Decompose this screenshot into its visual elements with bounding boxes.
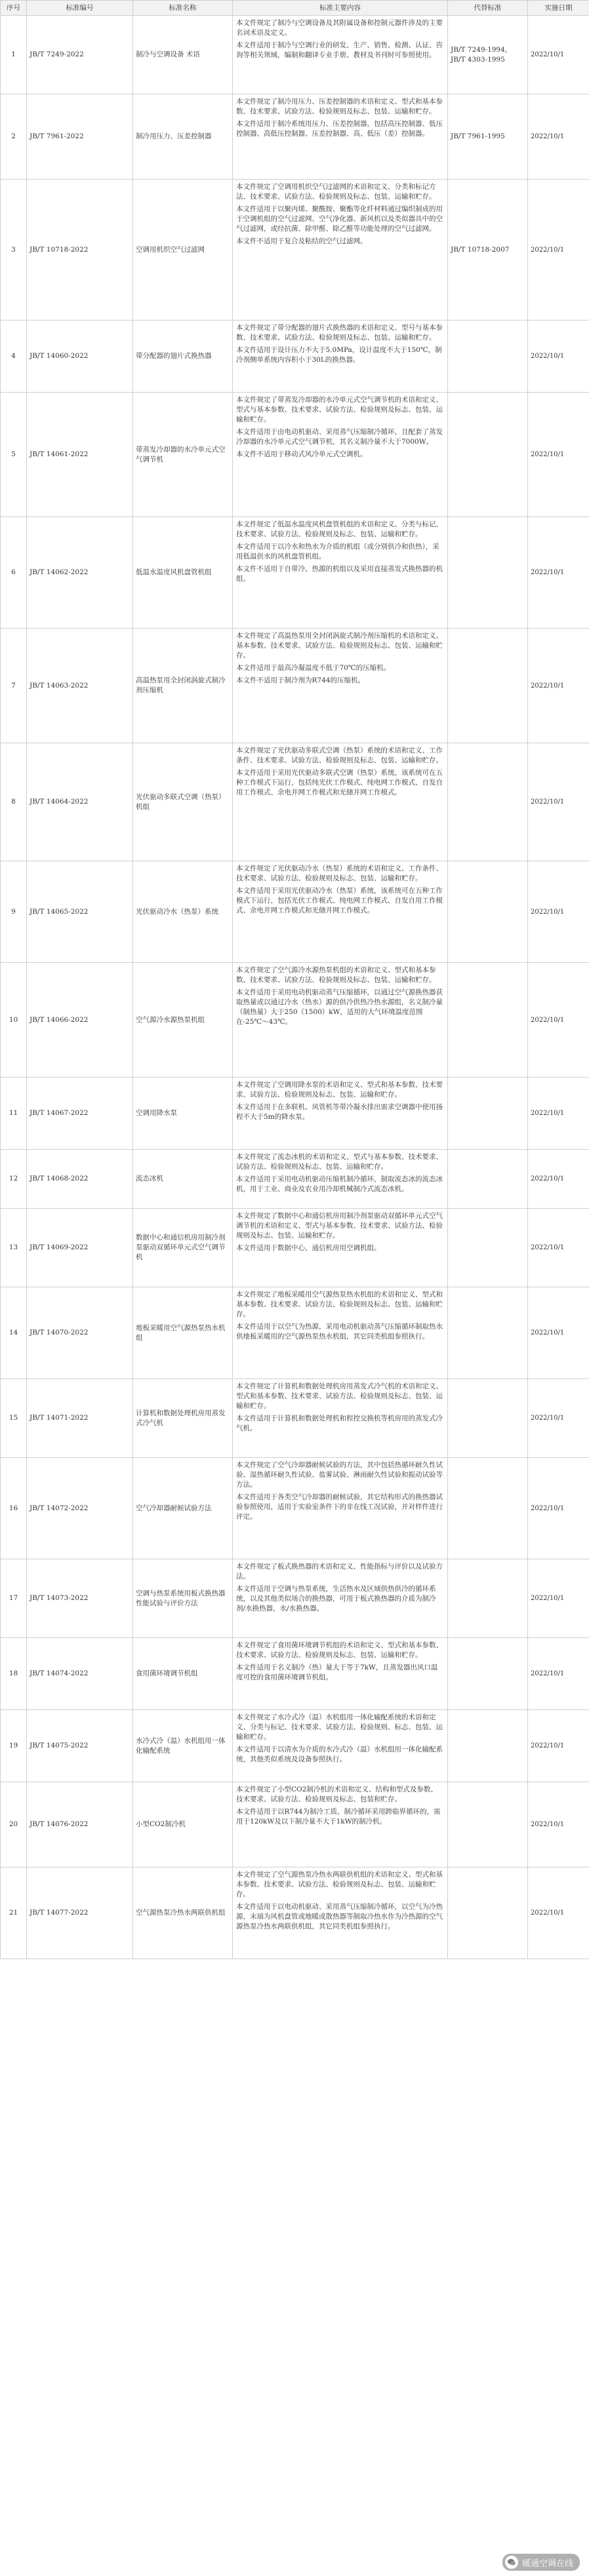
row-name: 空气源冷水源热泵机组	[133, 963, 233, 1078]
content-paragraph: 本文件适用于数据中心、通信机房用空调机组。	[236, 1244, 381, 1252]
content-paragraph: 本文件规定了光伏驱动冷水（热泵）系统的术语和定义、工作条件、技术要求、试验方法、检验规则及标志、包装、运输和贮存。	[236, 865, 443, 882]
row-content	[233, 1209, 448, 1287]
row-code: JB/T 7249-2022	[27, 16, 133, 94]
content-paragraph: 本文件适用于采用电动机驱动蒸气压缩循环，以通过空气源换热器获取热量或以通过冷水（热水）源的供冷供热冷热水源组，名义制冷量（制热量）大于250（1500）kW，适用的大气环境温度范围在-25℃～43℃。	[236, 988, 443, 1026]
header-code: 标准编号	[27, 1, 133, 16]
content-paragraph: 本文件适用于计算机和数据处理机和程控交换机等机房用的蒸发式冷气机。	[236, 1415, 443, 1432]
row-replaced	[448, 517, 528, 629]
row-replaced	[448, 1379, 528, 1458]
row-date: 2022/10/1	[528, 321, 589, 393]
row-name: 地板采暖用空气源热泵热水机组	[133, 1287, 233, 1379]
table-row	[1, 963, 589, 1078]
row-content	[233, 1867, 448, 1959]
row-date: 2022/10/1	[528, 1710, 589, 1782]
table-row	[1, 1710, 589, 1782]
row-replaced	[448, 1209, 528, 1287]
content-paragraph: 本文件规定了制冷与空调设备及其附属设备和控制元器件涉及的主要名词术语及定义。	[236, 19, 443, 37]
row-date: 2022/10/1	[528, 517, 589, 629]
row-date: 2022/10/1	[528, 743, 589, 861]
content-paragraph: 本文件规定了地板采暖用空气源热泵热水机组的术语和定义、型式和基本参数、技术要求、试验方法、检验规则及标志、包装、运输和贮存。	[236, 1291, 443, 1318]
row-name: 空调与热泵系统用板式换热器性能试验与评价方法	[133, 1559, 233, 1638]
content-paragraph: 本文件规定了空气源热泵冷热水两联供机组的术语和定义、型式和基本参数、技术要求、试验方法、检验规则及标志、包装、运输和贮存。	[236, 1871, 443, 1898]
row-code: JB/T 7961-2022	[27, 94, 133, 180]
row-content	[233, 1710, 448, 1782]
content-paragraph: 本文件规定了空气冷却器耐候试验的方法，其中包括热循环耐久性试验、湿热循环耐久性试验、盐雾试验、淋雨耐久性试验和振动试验等方法。	[236, 1461, 443, 1489]
content-paragraph: 本文件规定了计算机和数据处理机房用蒸发式冷气机的术语和定义、型式和基本参数、技术要求、试验方法、检验规则及标志、包装、运输和贮存。	[236, 1382, 443, 1410]
table-row	[1, 393, 589, 517]
content-paragraph: 本文件规定了板式换热器的术语和定义、性能指标与评价以及试验方法。	[236, 1563, 443, 1580]
header-content: 标准主要内容	[233, 1, 448, 16]
row-replaced: JB/T 10718-2007	[448, 180, 528, 321]
content-paragraph: 本文件规定了小型CO2制冷机的术语和定义、结构和型式及参数、技术要求、试验方法、检验规则及标志、包装和贮存。	[236, 1786, 437, 1803]
table-row	[1, 1379, 589, 1458]
row-seq: 13	[1, 1209, 27, 1287]
table-row	[1, 1559, 589, 1638]
table-row	[1, 16, 589, 94]
row-content	[233, 1458, 448, 1559]
chat-logo-icon	[505, 2556, 518, 2569]
content-paragraph: 本文件适用于以R744为制冷工质，制冷循环采用跨临界循环的，需用于120kW及以下制冷量不大于1kW的制冷机。	[236, 1808, 441, 1825]
row-content	[233, 393, 448, 517]
table-row	[1, 629, 589, 743]
header-seq: 序号	[1, 1, 27, 16]
row-name: 制冷用压力、压差控制器	[133, 94, 233, 180]
content-paragraph: 本文件规定了带蒸发冷却器的水冷单元式空气调节机的术语和定义、型式与基本参数、技术要求、试验方法、检验规则及标志、包装、运输和贮存。	[236, 396, 443, 423]
content-paragraph: 本文件适用于设计压力不大于5.0MPa，设计温度不大于150℃，制冷剂侧单系统内容积小于30L的换热器。	[236, 346, 442, 364]
row-replaced	[448, 321, 528, 393]
content-paragraph: 本文件适用于各类空气冷却器的耐候试验，其它结构形式的换热器试验参照使用，适用于实验室条件下的非在线工况试验，并对样件进行评定。	[236, 1493, 443, 1521]
row-code: JB/T 14077-2022	[27, 1867, 133, 1959]
row-date: 2022/10/1	[528, 1638, 589, 1710]
row-content	[233, 1287, 448, 1379]
row-replaced: JB/T 7961-1995	[448, 94, 528, 180]
row-seq: 18	[1, 1638, 27, 1710]
row-content	[233, 629, 448, 743]
row-content	[233, 94, 448, 180]
row-replaced: JB/T 7249-1994，JB/T 4303-1995	[448, 16, 528, 94]
row-name: 光伏驱动多联式空调（热泵）机组	[133, 743, 233, 861]
row-replaced	[448, 861, 528, 963]
content-paragraph: 本文件不适用于移动式风冷单元式空调机。	[236, 450, 367, 458]
row-content	[233, 1559, 448, 1638]
table-row	[1, 743, 589, 861]
row-code: JB/T 14068-2022	[27, 1150, 133, 1209]
row-seq: 17	[1, 1559, 27, 1638]
header-date: 实施日期	[528, 1, 589, 16]
content-paragraph: 本文件适用于以聚丙烯、聚酰胺、聚酯等化纤材料通过编织制成的用于空调机组的空气过滤网、空气净化器、新风机以及类似器具中的空气过滤网，或经抗菌、除甲醛、除乙醛等功能处理的空气过滤网。	[236, 205, 443, 233]
watermark	[502, 2554, 580, 2571]
row-seq: 3	[1, 180, 27, 321]
content-paragraph: 本文件规定了制冷用压力、压差控制器的术语和定义、型式和基本参数、技术要求、试验方法、检验规则及标志、包装、运输和贮存。	[236, 98, 443, 115]
row-date: 2022/10/1	[528, 393, 589, 517]
row-content	[233, 1150, 448, 1209]
table-row	[1, 1782, 589, 1867]
row-name: 带分配器的翅片式换热器	[133, 321, 233, 393]
row-replaced	[448, 1782, 528, 1867]
row-name: 数据中心和通信机房用制冷剂泵驱动双循环单元式空气调节机	[133, 1209, 233, 1287]
row-code: JB/T 14067-2022	[27, 1078, 133, 1150]
row-replaced	[448, 1559, 528, 1638]
row-content	[233, 743, 448, 861]
row-replaced	[448, 1150, 528, 1209]
row-replaced	[448, 743, 528, 861]
content-paragraph: 本文件规定了空气源冷水源热泵机组的术语和定义、型式和基本参数、技术要求、试验方法、检验规则及标志、包装、运输和贮存。	[236, 966, 436, 984]
row-seq: 21	[1, 1867, 27, 1959]
row-seq: 15	[1, 1379, 27, 1458]
row-date: 2022/10/1	[528, 1379, 589, 1458]
content-paragraph: 本文件适用于采用光伏驱动多联式空调（热泵）系统，该系统可在五种工作模式下运行，包括纯光伏工作模式、纯电网工作模式、自发自用工作模式、余电并网工作模式和光储并网工作模式。	[236, 769, 443, 796]
row-seq: 16	[1, 1458, 27, 1559]
row-date: 2022/10/1	[528, 1078, 589, 1150]
content-paragraph: 本文件规定了空调用机织空气过滤网的术语和定义、分类和标记方法、技术要求、试验方法、检验规则及标志、包装、运输和贮存。	[236, 183, 436, 201]
content-paragraph: 本文件适用于以清水为介质的水冷式冷（温）水机组用一体化输配系统，其他类似系统及设备参照执行。	[236, 1746, 443, 1763]
content-paragraph: 本文件适用于名义制冷（热）量大于等于7kW，且蒸发器出风口温度可控的食用菌环境调节机组。	[236, 1664, 438, 1681]
row-content	[233, 517, 448, 629]
row-date: 2022/10/1	[528, 1458, 589, 1559]
row-code: JB/T 14069-2022	[27, 1209, 133, 1287]
row-date: 2022/10/1	[528, 629, 589, 743]
row-name: 带蒸发冷却器的水冷单元式空气调节机	[133, 393, 233, 517]
row-replaced	[448, 963, 528, 1078]
table-row	[1, 1867, 589, 1959]
row-code: JB/T 14073-2022	[27, 1559, 133, 1638]
content-paragraph: 本文件适用于制冷与空调行业的研发、生产、销售、检测、认证、咨询等相关领域，编制和翻译专业手册、教材及书刊时可参照使用。	[236, 41, 443, 59]
row-seq: 7	[1, 629, 27, 743]
content-paragraph: 本文件规定了低温水温度风机盘管机组的术语和定义、分类与标记、技术要求、试验方法、检验规则及标志、包装、运输和贮存。	[236, 520, 443, 538]
table-row	[1, 1287, 589, 1379]
row-seq: 6	[1, 517, 27, 629]
row-content	[233, 1782, 448, 1867]
row-date: 2022/10/1	[528, 1150, 589, 1209]
row-seq: 5	[1, 393, 27, 517]
row-code: JB/T 14065-2022	[27, 861, 133, 963]
content-paragraph: 本文件规定了带分配器的翅片式换热器的术语和定义、型号与基本参数、技术要求、试验方法、检验规则及标志、包装、运输和贮存。	[236, 324, 443, 342]
content-paragraph: 本文件适用于采用电动机驱动压缩机制冷循环，制取流态冰的流态冰机，用于工业、商业及农业用冷却机械制冷式流态冰机。	[236, 1175, 443, 1193]
row-seq: 2	[1, 94, 27, 180]
content-paragraph: 本文件规定了数据中心和通信机房用制冷剂泵驱动双循环单元式空气调节机的术语和定义、型式与基本参数、技术要求、试验方法、检验规则及标志、包装、运输和贮存。	[236, 1212, 443, 1239]
row-seq: 1	[1, 16, 27, 94]
row-date: 2022/10/1	[528, 180, 589, 321]
header-replaced: 代替标准	[448, 1, 528, 16]
content-paragraph: 本文件适用于空调与热泵系统，生活热水及区域供热供冷的循环系统，以及其他类似场合的换热器，可用于板式换热器的介质为制冷剂/水换热器，水/水换热器。	[236, 1585, 436, 1612]
row-seq: 10	[1, 963, 27, 1078]
row-replaced	[448, 1287, 528, 1379]
row-name: 小型CO2制冷机	[133, 1782, 233, 1867]
row-seq: 20	[1, 1782, 27, 1867]
table-row	[1, 94, 589, 180]
table-row	[1, 1638, 589, 1710]
row-date: 2022/10/1	[528, 1209, 589, 1287]
row-code: JB/T 14071-2022	[27, 1379, 133, 1458]
table-row	[1, 861, 589, 963]
row-content	[233, 1078, 448, 1150]
row-replaced	[448, 1078, 528, 1150]
row-name: 高温热泵用全封闭涡旋式制冷剂压缩机	[133, 629, 233, 743]
row-code: JB/T 14072-2022	[27, 1458, 133, 1559]
row-name: 食用菌环境调节机组	[133, 1638, 233, 1710]
content-paragraph: 本文件规定了食用菌环境调节机组的术语和定义、型式和基本参数、技术要求、试验方法、检验规则及标志、包装、运输和贮存。	[236, 1641, 443, 1659]
content-paragraph: 本文件规定了水冷式冷（温）水机组用一体化输配系统的术语和定义、分类与标记、技术要求、试验方法、检验规则、标志、包装、运输和贮存。	[236, 1713, 443, 1741]
row-code: JB/T 14070-2022	[27, 1287, 133, 1379]
table-row	[1, 1458, 589, 1559]
row-content	[233, 16, 448, 94]
content-paragraph: 本文件规定了流态冰机的术语和定义、型式与基本参数、技术要求、试验方法、检验规则及标志、包装、运输和贮存。	[236, 1153, 443, 1171]
row-content	[233, 963, 448, 1078]
row-name: 计算机和数据处理机房用蒸发式冷气机	[133, 1379, 233, 1458]
row-name: 光伏驱动冷水（热泵）系统	[133, 861, 233, 963]
row-date: 2022/10/1	[528, 16, 589, 94]
row-name: 制冷与空调设备 术语	[133, 16, 233, 94]
row-replaced	[448, 1458, 528, 1559]
row-code: JB/T 14066-2022	[27, 963, 133, 1078]
table-row	[1, 1150, 589, 1209]
header-name: 标准名称	[133, 1, 233, 16]
row-content	[233, 180, 448, 321]
content-paragraph: 本文件适用于以空气为热源，采用电动机驱动蒸气压缩循环制取热水供地板采暖用的空气源热泵热水机组，其它同类机组参照执行。	[236, 1323, 443, 1340]
row-date: 2022/10/1	[528, 1287, 589, 1379]
row-name: 空调用机织空气过滤网	[133, 180, 233, 321]
row-code: JB/T 14063-2022	[27, 629, 133, 743]
table-row	[1, 1209, 589, 1287]
row-name: 空气冷却器耐候试验方法	[133, 1458, 233, 1559]
row-content	[233, 1638, 448, 1710]
content-paragraph: 本文件规定了高温热泵用全封闭涡旋式制冷剂压缩机的术语和定义、基本参数、技术要求、试验方法、检验规则及标志、包装、运输和贮存。	[236, 632, 443, 659]
row-seq: 4	[1, 321, 27, 393]
row-seq: 14	[1, 1287, 27, 1379]
content-paragraph: 本文件适用于采用光伏驱动冷水（热泵）系统，该系统可在五种工作模式下运行，包括光伏工作模式、纯电网工作模式、自发自用工作模式、余电并网工作模式和光储并网工作模式。	[236, 887, 443, 914]
table-row	[1, 180, 589, 321]
table-header-row	[1, 1, 589, 16]
row-date: 2022/10/1	[528, 1782, 589, 1867]
row-code: JB/T 14060-2022	[27, 321, 133, 393]
content-paragraph: 本文件适用于制冷系统用压力、压差控制器，包括高压控制器、低压控制器、高低压控制器、压差控制器、高、低压（差）控制器。	[236, 120, 443, 138]
table-row	[1, 1078, 589, 1150]
table-body	[1, 16, 589, 1959]
content-paragraph: 本文件适用于最高冷凝温度不低于70℃的压缩机。	[236, 664, 391, 672]
row-seq: 8	[1, 743, 27, 861]
row-code: JB/T 14076-2022	[27, 1782, 133, 1867]
row-code: JB/T 14074-2022	[27, 1638, 133, 1710]
content-paragraph: 本文件不适用于复合及粘结的空气过滤网。	[236, 237, 367, 245]
row-code: JB/T 14064-2022	[27, 743, 133, 861]
row-seq: 19	[1, 1710, 27, 1782]
row-code: JB/T 14061-2022	[27, 393, 133, 517]
table-row	[1, 517, 589, 629]
content-paragraph: 本文件规定了光伏驱动多联式空调（热泵）系统的术语和定义、工作条件、技术要求、试验方法、检验规则及标志、包装、运输和贮存。	[236, 747, 443, 764]
row-name: 空气源热泵冷热水两联供机组	[133, 1867, 233, 1959]
row-replaced	[448, 1867, 528, 1959]
content-paragraph: 本文件不适用于自带冷、热源的机组以及采用直接蒸发式换热器的机组。	[236, 565, 443, 583]
row-replaced	[448, 629, 528, 743]
content-paragraph: 本文件规定了空调用降水泵的术语和定义、型式和基本参数、技术要求、试验方法、检验规则及标志、包装、运输和贮存。	[236, 1081, 443, 1099]
row-date: 2022/10/1	[528, 963, 589, 1078]
content-paragraph: 本文件适用于由电动机驱动、采用蒸气压缩制冷循环，且配套了蒸发冷却器的水冷单元式空气调节机，其名义制冷量不大于7000W。	[236, 428, 443, 446]
content-paragraph: 本文件适用于以冷水和热水为介质的机组（或分别供冷和供热），采用低温供水的风机盘管机组。	[236, 543, 439, 560]
row-name: 空调用降水泵	[133, 1078, 233, 1150]
row-seq: 12	[1, 1150, 27, 1209]
row-date: 2022/10/1	[528, 94, 589, 180]
row-name: 低温水温度风机盘管机组	[133, 517, 233, 629]
content-paragraph: 本文件适用于在多联机、风管机等带冷凝水排出需求空调器中使用扬程不大于5m的降水泵。	[236, 1103, 443, 1121]
row-content	[233, 1379, 448, 1458]
table-row	[1, 321, 589, 393]
row-seq: 9	[1, 861, 27, 963]
row-name: 流态冰机	[133, 1150, 233, 1209]
row-date: 2022/10/1	[528, 861, 589, 963]
row-replaced	[448, 393, 528, 517]
content-paragraph: 本文件不适用于制冷剂为R744的压缩机。	[236, 676, 365, 684]
row-replaced	[448, 1638, 528, 1710]
content-paragraph: 本文件适用于以电动机驱动、采用蒸气压缩制冷循环，以空气为冷热源，末端为风机盘管或地暖或散热器等制取冷热水作为冷热源的空气源热泵冷热水两联供机组，其它同类机组参照执行。	[236, 1903, 443, 1930]
row-code: JB/T 14062-2022	[27, 517, 133, 629]
row-content	[233, 321, 448, 393]
row-date: 2022/10/1	[528, 1559, 589, 1638]
row-content	[233, 861, 448, 963]
row-name: 水冷式冷（温）水机组用一体化输配系统	[133, 1710, 233, 1782]
row-date: 2022/10/1	[528, 1867, 589, 1959]
watermark-text: 暖通空调在线	[521, 2558, 573, 2569]
row-replaced	[448, 1710, 528, 1782]
row-seq: 11	[1, 1078, 27, 1150]
row-code: JB/T 10718-2022	[27, 180, 133, 321]
row-code: JB/T 14075-2022	[27, 1710, 133, 1782]
